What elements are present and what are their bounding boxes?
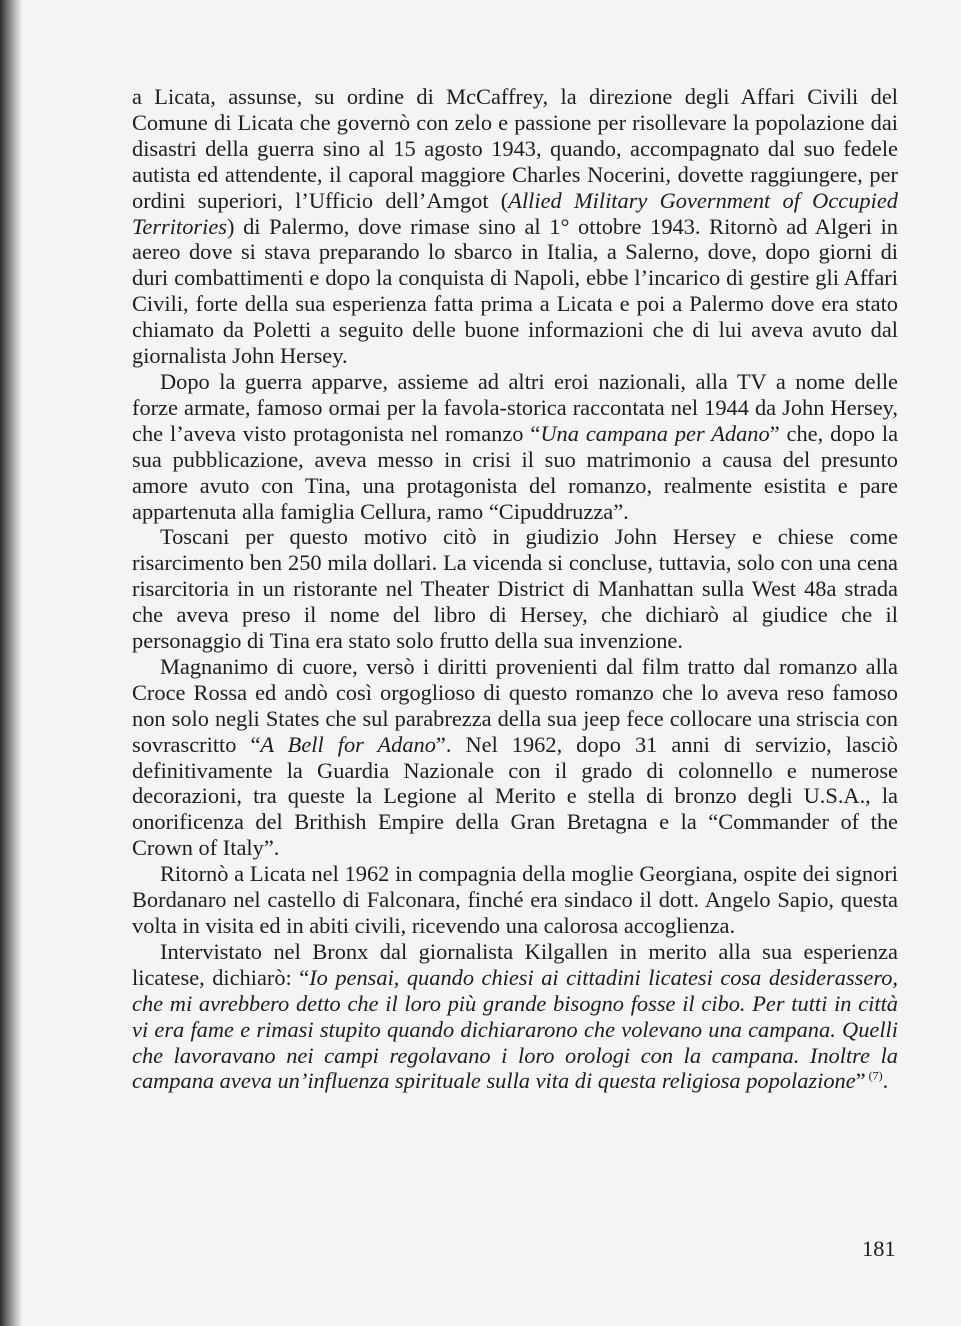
italic-text-run: Allied Military Government of Occupied Territories <box>132 187 898 239</box>
paragraph <box>132 654 898 861</box>
text-run: a Licata, assunse, su ordine di McCaffrey, la direzione degli Affari Civili del Comune di Licata che governò con zelo e passione per risollevare la popolazione dai disastri della guerra sino al 15 agosto 1943, quando, accompagnato dal suo fedele autista ed attendente, il caporal maggiore Charles Nocerini, dovette raggiungere, per ordini superiori, l’Ufficio dell’Amgot ( <box>132 84 898 213</box>
text-run: . <box>882 1068 889 1094</box>
body-text <box>132 84 898 1094</box>
italic-text-run: Io pensai, quando chiesi ai cittadini licatesi cosa desiderassero, che mi avrebbero detto che il loro più grande bisogno fosse il cibo. Per tutti in città vi era fame e rimasi stupito quando dichiararono che volevano una campana. Quelli che lavoravano nei campi regolavano i loro orologi con la campana. Inoltre la campana aveva un’influenza spirituale sulla vita di questa religiosa popolazione <box>132 964 898 1094</box>
italic-text-run: A Bell for Adano <box>260 731 436 757</box>
text-run: Toscani per questo motivo citò in giudizio John Hersey e chiese come risarcimento ben 250 mila dollari. La vicenda si concluse, tuttavia, solo con una cena risarcitoria in un ristorante nel Theater District di Manhattan sulla West 48a strada che aveva preso il nome del libro di Hersey, che dichiarò al giudice che il personaggio di Tina era stato solo frutto della sua invenzione. <box>132 524 898 654</box>
text-run: ” <box>855 1068 866 1094</box>
paragraph <box>132 861 898 939</box>
page-number: 181 <box>862 1236 896 1261</box>
paragraph <box>132 84 898 369</box>
footnote-reference: (7) <box>865 1068 883 1083</box>
text-run: Dopo la guerra apparve, assieme ad altri eroi nazionali, alla TV a nome delle forze armate, famoso ormai per la favola-storica raccontata nel 1944 da John Hersey, che l’aveva visto protagonista nel romanzo “ <box>132 368 898 446</box>
text-run: Ritornò a Licata nel 1962 in compagnia della moglie Georgiana, ospite dei signori Bordanaro nel castello di Falconara, finché era sindaco il dott. Angelo Sapio, questa volta in visita ed in abiti civili, ricevendo una calorosa accoglienza. <box>132 861 898 938</box>
text-run: ”. Nel 1962, dopo 31 anni di servizio, lasciò definitivamente la Guardia Nazionale con il grado di colonnello e numerose decorazioni, tra queste la Legione al Merito e stella di bronzo degli U.S.A., la onorificenza del Brithish Empire della Gran Bretagna e la “Commander of the Crown of Italy”. <box>132 731 898 861</box>
book-spine-shadow <box>0 0 22 1326</box>
text-run: ” che, dopo la sua pubblicazione, aveva messo in crisi il suo matrimonio a causa del presunto amore avuto con Tina, una protagonista del romanzo, realmente esistita e pare appartenuta alla famiglia Cellura, ramo “Cipuddruzza”. <box>132 420 899 524</box>
italic-text-run: Una campana per Adano <box>540 420 770 446</box>
paragraph <box>132 524 898 654</box>
paragraph <box>132 369 898 524</box>
text-run: Magnanimo di cuore, versò i diritti provenienti dal film tratto dal romanzo alla Croce Rossa ed andò così orgoglioso di questo romanzo che lo aveva reso famoso non solo negli States che sul parabrezza della sua jeep fece collocare una striscia con sovrascritto “ <box>132 653 898 757</box>
text-run: ) di Palermo, dove rimase sino al 1° ottobre 1943. Ritornò ad Algeri in aereo dove si stava preparando lo sbarco in Italia, a Salerno, dove, dopo giorni di duri combattimenti e dopo la conquista di Napoli, ebbe l’incarico di gestire gli Affari Civili, forte della sua esperienza fatta prima a Licata e poi a Palermo dove era stato chiamato da Poletti a seguito delle buone informazioni che di lui aveva avuto dal giornalista John Hersey. <box>132 213 898 369</box>
text-run: Intervistato nel Bronx dal giornalista Kilgallen in merito alla sua esperienza licatese, dichiarò: “ <box>132 938 898 990</box>
paragraph <box>132 939 898 1094</box>
